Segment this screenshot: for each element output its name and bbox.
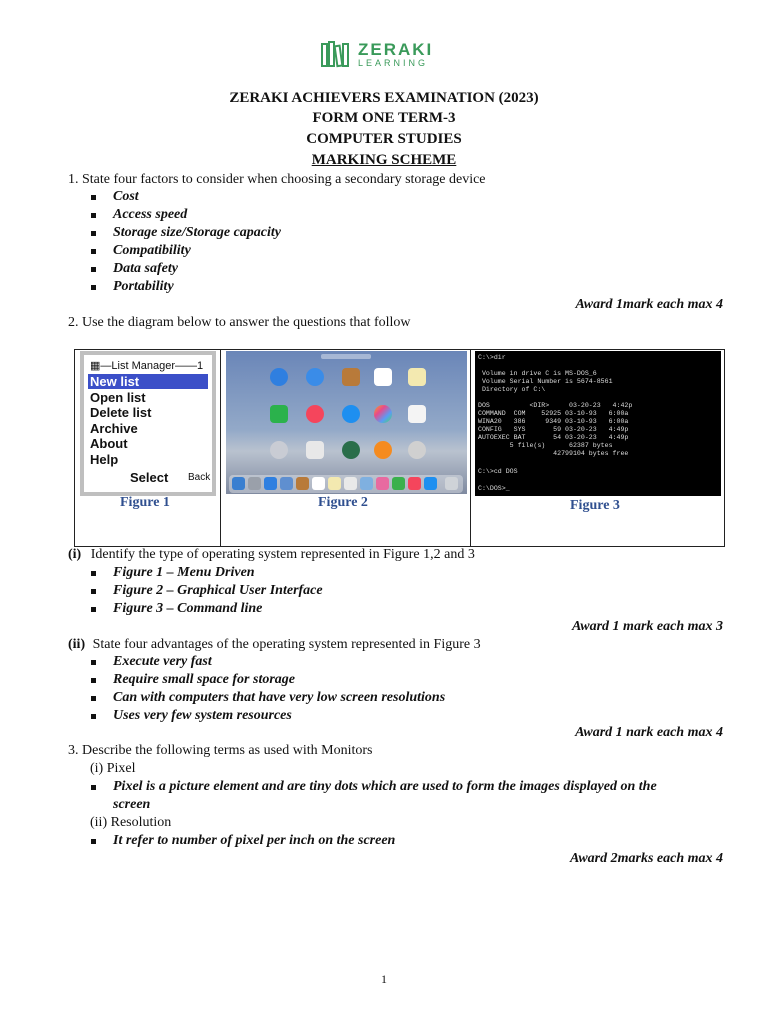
q2ii-answer: Can with computers that have very low screen resolutions xyxy=(113,690,446,705)
facetime-icon xyxy=(270,405,288,423)
q3-sub-pixel: (i) Pixel xyxy=(90,761,136,776)
contacts-dock-icon xyxy=(296,477,309,490)
cmd-line: CONFIG SYS 59 03-20-23 4:49p xyxy=(478,426,629,433)
launchpad-dock-icon xyxy=(248,477,261,490)
logo-sub: LEARNING xyxy=(358,58,429,68)
app-store-dock-icon xyxy=(424,477,437,490)
q2ii-answer: Require small space for storage xyxy=(113,672,295,687)
phone-menu-item: New list xyxy=(88,374,208,389)
q2i-answer: Figure 3 – Command line xyxy=(113,601,263,616)
q3-question: 3. Describe the following terms as used with Monitors xyxy=(68,743,373,758)
q2-question: 2. Use the diagram below to answer the questions that follow xyxy=(68,315,411,330)
q1-answer: Access speed xyxy=(113,207,188,222)
logo-name: ZERAKI xyxy=(358,40,434,59)
cmd-line: 42799104 bytes free xyxy=(478,450,629,457)
phone-menu-item: Help xyxy=(90,452,119,467)
mail-dock-icon xyxy=(280,477,293,490)
q2i-award: Award 1 mark each max 3 xyxy=(571,619,723,634)
itunes-dock-icon xyxy=(408,477,421,490)
cmd-line: Volume Serial Number is 5674-8561 xyxy=(478,378,613,385)
q2ii-answer: Uses very few system resources xyxy=(113,708,292,723)
photos-dock-icon xyxy=(376,477,389,490)
time-machine-icon xyxy=(342,441,360,459)
phone-menu-item: Delete list xyxy=(90,405,152,420)
figure-3-command-line xyxy=(475,351,721,496)
page-number: 1 xyxy=(381,972,387,986)
photos-icon xyxy=(374,405,392,423)
figure-1-phone-menu: ▦—List Manager——1 New list Open list Delete list Archive About Help Select Back xyxy=(80,351,216,496)
q2i-answer: Figure 1 – Menu Driven xyxy=(113,565,255,580)
safari-icon xyxy=(270,368,288,386)
cmd-line: C:\>cd DOS xyxy=(478,468,518,475)
phone-softkey-left: Select xyxy=(130,470,169,485)
contacts-icon xyxy=(342,368,360,386)
maps-dock-icon xyxy=(360,477,373,490)
notes-dock-icon xyxy=(328,477,341,490)
mail-icon xyxy=(408,405,426,423)
calendar-dock-icon xyxy=(312,477,325,490)
reminders-dock-icon xyxy=(344,477,357,490)
preferences-icon xyxy=(408,441,426,459)
q1-answer: Cost xyxy=(113,189,139,204)
q2ii-award: Award 1 nark each max 4 xyxy=(575,725,723,740)
cmd-line: AUTOEXEC BAT 54 03-20-23 4:49p xyxy=(478,434,629,441)
cmd-line: DOS <DIR> 03-20-23 4:42p xyxy=(478,402,633,409)
q2i-question: Identify the type of operating system represented in Figure 1,2 and 3 xyxy=(90,547,475,562)
zeraki-logo xyxy=(320,40,450,70)
q1-answer: Data safety xyxy=(113,261,178,276)
exam-subject: COMPUTER STUDIES xyxy=(306,131,462,147)
phone-menu-title: List Manager xyxy=(111,360,175,372)
dock xyxy=(229,475,463,493)
facetime-dock-icon xyxy=(392,477,405,490)
phone-menu-item: Archive xyxy=(90,421,138,436)
itunes-icon xyxy=(306,405,324,423)
phone-menu-icon: ▦ xyxy=(90,360,101,372)
search-bar xyxy=(321,354,371,359)
q2ii-question: State four advantages of the operating system represented in Figure 3 xyxy=(92,637,481,652)
exam-form: FORM ONE TERM-3 xyxy=(312,110,456,126)
books-icon xyxy=(374,441,392,459)
calendar-icon xyxy=(374,368,392,386)
q2i-answer: Figure 2 – Graphical User Interface xyxy=(113,583,323,598)
cmd-line: COMMAND COM 52925 03-10-93 6:00a xyxy=(478,410,629,417)
q3-sub-resolution: (ii) Resolution xyxy=(90,815,172,830)
phone-softkey-right: Back xyxy=(188,472,211,483)
finder-icon xyxy=(232,477,245,490)
safari-dock-icon xyxy=(264,477,277,490)
exam-title: ZERAKI ACHIEVERS EXAMINATION (2023) xyxy=(229,90,539,106)
figure-3-caption: Figure 3 xyxy=(570,498,620,513)
trash-icon xyxy=(445,477,458,490)
q2ii-answer: Execute very fast xyxy=(113,654,212,669)
notes-icon xyxy=(408,368,426,386)
q2i-label: (i) xyxy=(68,547,82,562)
q1-answer: Compatibility xyxy=(113,243,191,258)
cmd-line: 5 file(s) 62387 bytes xyxy=(478,442,613,449)
cmd-line: Directory of C:\ xyxy=(478,386,546,393)
q3-award: Award 2marks each max 4 xyxy=(570,851,723,866)
figure-2-caption: Figure 2 xyxy=(318,495,368,510)
phone-menu-item: About xyxy=(90,436,128,451)
maps-icon xyxy=(306,441,324,459)
q1-award: Award 1mark each max 4 xyxy=(575,297,723,312)
q2i-question-line xyxy=(68,547,475,563)
cmd-line: C:\>dir xyxy=(478,354,506,361)
cmd-line: C:\DOS>_ xyxy=(478,485,510,492)
q3-pixel-answer-cont: screen xyxy=(113,797,151,812)
exam-doc-type: MARKING SCHEME xyxy=(311,152,457,168)
app-store-icon xyxy=(342,405,360,423)
q1-answer: Portability xyxy=(113,279,174,294)
cmd-line: WINA20 386 9349 03-10-93 6:00a xyxy=(478,418,629,425)
messages-icon xyxy=(306,368,324,386)
cmd-line: Volume in drive C is MS-DOS_6 xyxy=(478,370,597,377)
q3-pixel-answer: Pixel is a picture element and are tiny dots which are used to form the images displayed on the xyxy=(113,779,657,794)
phone-menu-index: 1 xyxy=(197,360,204,372)
q2ii-label: (ii) xyxy=(68,637,86,652)
book-stack-icon xyxy=(320,40,354,68)
launchpad-icon xyxy=(270,441,288,459)
q3-resolution-answer: It refer to number of pixel per inch on the screen xyxy=(113,833,396,848)
q1-question: 1. State four factors to consider when choosing a secondary storage device xyxy=(68,172,486,187)
figure-2-gui-screen xyxy=(226,351,467,494)
q2ii-question-line xyxy=(68,637,481,653)
q1-answer: Storage size/Storage capacity xyxy=(113,225,281,240)
phone-menu-item: Open list xyxy=(90,390,146,405)
figure-1-caption: Figure 1 xyxy=(120,495,170,510)
